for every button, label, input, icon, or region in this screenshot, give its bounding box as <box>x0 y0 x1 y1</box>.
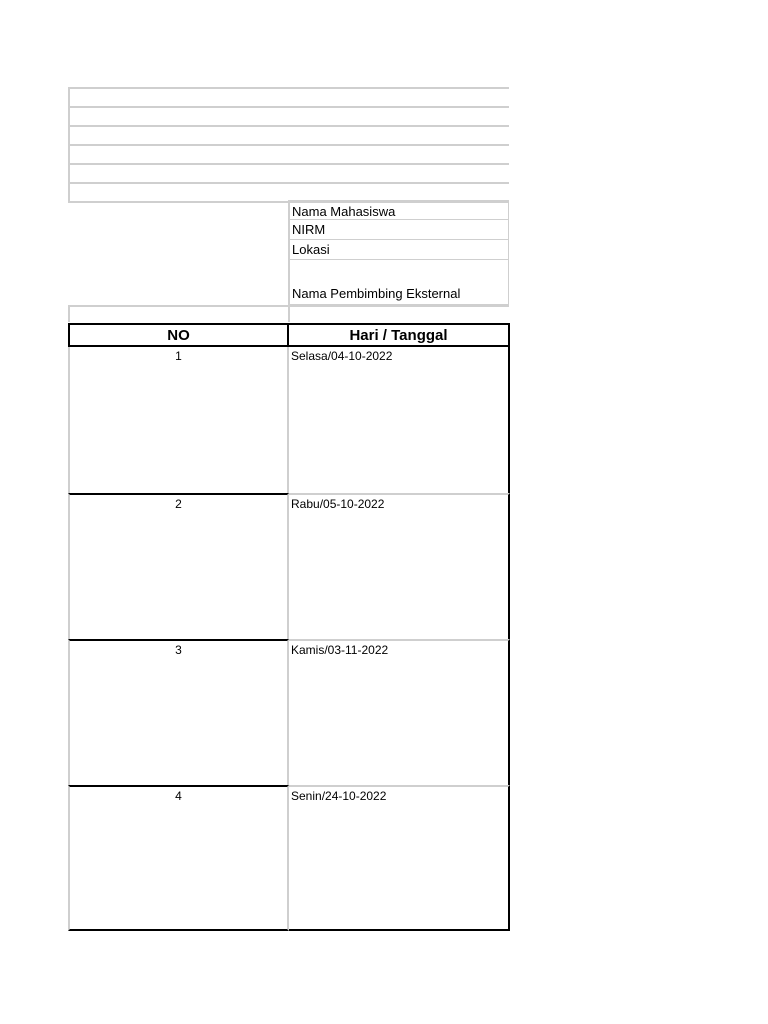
row-date: Kamis/03-11-2022 <box>289 639 510 785</box>
row-number: 2 <box>68 493 289 639</box>
table-row <box>68 639 510 785</box>
table-row <box>68 785 510 931</box>
row-number: 3 <box>68 639 289 785</box>
table-header <box>68 323 510 347</box>
header-row <box>68 125 509 144</box>
table-row <box>68 493 510 639</box>
row-date: Rabu/05-10-2022 <box>289 493 510 639</box>
header-row <box>68 163 509 182</box>
row-number: 4 <box>68 785 289 931</box>
header-row <box>68 106 509 125</box>
header-grid <box>68 87 509 203</box>
table-row <box>68 347 510 493</box>
activity-table <box>68 323 510 931</box>
header-no: NO <box>68 323 289 347</box>
nirm-label: NIRM <box>288 220 509 240</box>
spacer-cell-left <box>68 305 289 322</box>
row-date: Senin/24-10-2022 <box>289 785 510 931</box>
lokasi-label: Lokasi <box>288 240 509 260</box>
student-info-block <box>288 200 509 305</box>
header-row <box>68 87 509 106</box>
spacer-cell-right <box>288 305 509 322</box>
header-hari-tanggal: Hari / Tanggal <box>289 323 510 347</box>
nama-mahasiswa-label: Nama Mahasiswa <box>288 200 509 220</box>
row-date: Selasa/04-10-2022 <box>289 347 510 493</box>
row-number: 1 <box>68 347 289 493</box>
pembimbing-eksternal-label: Nama Pembimbing Eksternal <box>288 260 509 305</box>
header-row <box>68 144 509 163</box>
